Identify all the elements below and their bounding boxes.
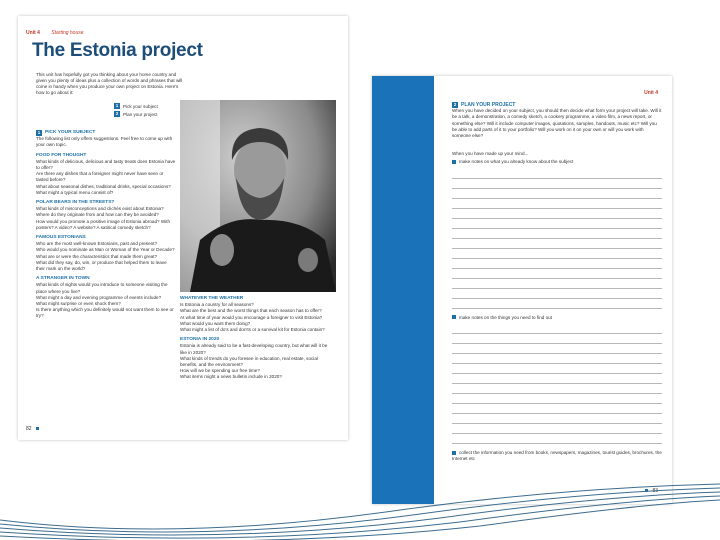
- writing-line: [452, 434, 662, 444]
- writing-line: [452, 424, 662, 434]
- task-item: [452, 159, 662, 308]
- writing-line: [452, 219, 662, 229]
- pick-heading: 1 PICK YOUR SUBJECT: [37, 130, 96, 136]
- subject-column-left: [36, 130, 176, 320]
- writing-line: [452, 384, 662, 394]
- writing-line: [452, 179, 662, 189]
- page-marker-icon: [36, 427, 39, 430]
- writing-lines: [452, 324, 662, 444]
- task-item: [452, 450, 662, 462]
- step-number: 2: [115, 111, 119, 116]
- question: Who would you nominate as Man or Woman of the Year or Decade?: [36, 247, 175, 253]
- bullet-icon: [452, 451, 456, 455]
- section-title: A STRANGER IN TOWN: [36, 276, 90, 282]
- task-item: [452, 315, 662, 444]
- page-title: The Estonia project: [32, 40, 203, 61]
- question: What items might a news bulletin include in 2020?: [180, 374, 282, 380]
- intro-paragraph: This unit has hopefully got you thinking about your home country and given you plenty of ideas plus a collection of words and phrases that will come in handy when you produce your own project on Estonia. Here's how to go about it:: [36, 72, 183, 95]
- task-text: collect the information you need from books, newspapers, magazines, tourist guides, brochures, the Internet etc: [452, 449, 662, 462]
- question: What would you want them doing?: [180, 320, 251, 326]
- writing-line: [452, 414, 662, 424]
- writing-lines: [452, 169, 662, 309]
- question: Is Estonia a country for all seasons?: [180, 302, 254, 308]
- step-text: Plan your project: [123, 111, 158, 117]
- plan-paragraph: When you have decided on your subject, you should then decide what form your project will take. Will it be a talk, a demonstration, a comedy sketch, a cookery programme, a video film, a news report, or something else? Will it include computer images, quotations, samples, handouts, music etc? Will you be able to add parts of it to your portfolio? Will you work on it on your own or will you work with someone else?: [452, 108, 662, 139]
- question: What might a typical menu consist of?: [36, 189, 114, 195]
- question: Where do they originate from and how can they be avoided?: [36, 212, 159, 218]
- writing-line: [452, 334, 662, 344]
- writing-line: [452, 279, 662, 289]
- question: What kinds of delicious, delicious and tasty treats does Estonia have to offer?: [36, 158, 176, 171]
- section-label: Starting house: [51, 30, 84, 36]
- question: What did they say, do, win, or produce that helped them to leave their mark on the world?: [36, 259, 167, 272]
- right-textbook-page: [372, 76, 672, 504]
- writing-line: [452, 169, 662, 179]
- question: What about seasonal dishes, traditional drinks, special occasions?: [36, 183, 171, 189]
- question: What kinds of trends do you foresee in education, real estate, social benefits, and the environment?: [180, 355, 318, 368]
- question: What might surprise or even shock them?: [36, 301, 121, 307]
- bullet-icon: [452, 315, 456, 319]
- portrait-image: [180, 100, 336, 292]
- writing-line: [452, 324, 662, 334]
- page-number-left: 82: [26, 426, 39, 432]
- writing-line: [452, 209, 662, 219]
- step-number: 1: [115, 103, 119, 108]
- decorative-swoosh: [0, 480, 720, 540]
- task-text: make notes on what you already know about the subject: [459, 159, 574, 165]
- unit-label: Unit 4: [644, 90, 658, 96]
- step-item: [114, 103, 158, 109]
- steps-list: [114, 103, 158, 119]
- bullet-icon: [452, 160, 456, 164]
- section-title: FOOD FOR THOUGHT: [36, 152, 87, 158]
- writing-line: [452, 199, 662, 209]
- writing-line: [452, 249, 662, 259]
- step-number: 2: [453, 102, 457, 108]
- blue-margin-strip: [372, 76, 434, 504]
- section-title: FAMOUS ESTONIANS: [36, 235, 86, 241]
- page-number-right: 83: [645, 488, 658, 494]
- question: What might a list of do's and don'ts or a survival kit for Estonia contain?: [180, 327, 325, 333]
- writing-line: [452, 239, 662, 249]
- writing-line: [452, 404, 662, 414]
- subject-column-right: [180, 296, 330, 381]
- question: How will we be spending our free time?: [180, 368, 260, 374]
- writing-line: [452, 269, 662, 279]
- section-title: ESTONIA IN 2020: [180, 337, 220, 343]
- task-text: make notes on the things you need to find out: [459, 314, 552, 320]
- portrait-photo: [180, 100, 336, 292]
- question: Who are the most well-known Estonians, past and present?: [36, 241, 158, 247]
- writing-line: [452, 364, 662, 374]
- writing-line: [452, 229, 662, 239]
- writing-line: [452, 394, 662, 404]
- step-text: Pick your subject: [123, 103, 158, 109]
- writing-line: [452, 289, 662, 299]
- writing-line: [452, 259, 662, 269]
- question: What kinds of misconceptions and clichés exist about Estonia?: [36, 206, 164, 212]
- question: How would you promote a positive image of Estonia abroad? With posters? A video? A website? A satirical comedy sketch?: [36, 218, 171, 230]
- question: Are there any dishes that a foreigner might never have seen or tasted before?: [36, 171, 164, 183]
- question: What are the best and the worst things that each season has to offer?: [180, 308, 322, 314]
- plan-content: [452, 102, 662, 462]
- question: What are or were the characteristics that made them great?: [36, 253, 158, 259]
- section-title: WHATEVER THE WEATHER: [180, 296, 244, 301]
- section-title: POLAR BEARS IN THE STREETS?: [36, 200, 115, 206]
- question: At what time of year would you encourage a foreigner to visit Estonia?: [180, 314, 323, 320]
- question: What kinds of sights would you introduce to someone visiting the place where you live?: [36, 282, 168, 294]
- plan-heading: 2 PLAN YOUR PROJECT: [453, 102, 516, 108]
- unit-header: [26, 30, 84, 36]
- writing-line: [452, 374, 662, 384]
- unit-label: Unit 4: [26, 30, 40, 36]
- step-item: [114, 111, 158, 117]
- step-number: 1: [37, 130, 41, 136]
- writing-line: [452, 299, 662, 309]
- question: What might a day and evening programme of events include?: [36, 294, 162, 300]
- question: Estonia is already said to be a fast-developing country, but what will it be like in 2020?: [180, 343, 328, 355]
- writing-line: [452, 189, 662, 199]
- writing-line: [452, 344, 662, 354]
- question: Is there anything which you definitely would not want them to see or try?: [36, 307, 174, 319]
- when-text: When you have made up your mind...: [452, 151, 529, 157]
- pick-intro: The following list only offers suggestions. Feel free to come up with your own topic.: [36, 136, 173, 148]
- writing-line: [452, 354, 662, 364]
- left-textbook-page: [18, 16, 348, 440]
